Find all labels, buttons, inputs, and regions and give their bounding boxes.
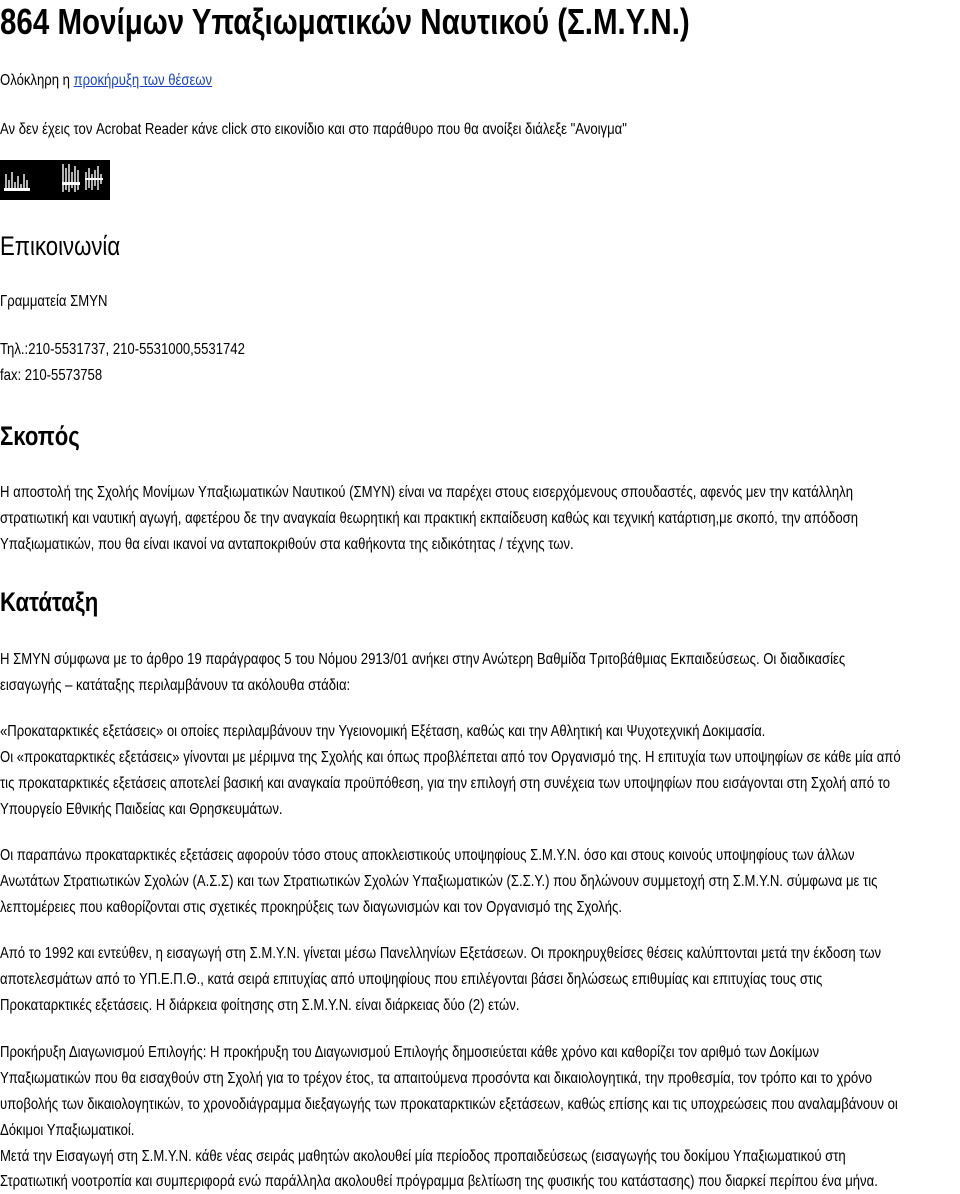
fax-number: fax: 210-5573758 (0, 367, 103, 384)
classification-text-line: Προκαταρκτικές εξετάσεις. Η διάρκεια φοίτησης στη Σ.Μ.Υ.Ν. είναι διάρκειας δύο (2) ετών. (0, 997, 520, 1014)
purpose-text-line: Η αποστολή της Σχολής Μονίμων Υπαξιωματικών Ναυτικού (ΣΜΥΝ) είναι να παρέχει στους εισερχόμενους σπουδαστές, αφενός μεν την κατάλληλη (0, 484, 854, 501)
classification-text-line: Υπαξιωματικών που θα εισαχθούν στη Σχολή για το τρέχον έτος, τα απαιτούμενα προσόντα και δικαιολογητικά, την προθεσμία, τον τρόπο και το χρόνο (0, 1070, 873, 1087)
classification-text-line: Η ΣΜΥΝ σύμφωνα με το άρθρο 19 παράγραφος 5 του Νόμου 2913/01 ανήκει στην Ανώτερη Βαθμίδα Τριτοβάθμιας Εκπαιδεύσεως. Οι διαδικασίες (0, 651, 846, 668)
purpose-text-line: Υπαξιωματικών, που θα είναι ικανοί να ανταποκριθούν στα καθήκοντα της ειδικότητας / τέχνης των. (0, 536, 574, 553)
classification-text-line: Οι «προκαταρκτικές εξετάσεις» γίνονται με μέριμνα της Σχολής και όπως προβλέπεται από τον Οργανισμό της. Η επιτυχία των υποψηφίων σε κάθε μία από (0, 749, 901, 766)
classification-text-line: Από το 1992 και εντεύθεν, η εισαγωγή στη Σ.Μ.Υ.Ν. γίνεται μέσω Πανελληνίων Εξετάσεων. Οι προκηρυχθείσες θέσεις καλύπτονται μετά την έκδοση των (0, 945, 882, 962)
classification-text-line: Υπουργείο Εθνικής Παιδείας και Θρησκευμάτων. (0, 801, 283, 818)
purpose-heading: Σκοπός (0, 421, 80, 451)
classification-text-line: τις προκαταρκτικές εξετάσεις αποτελεί βασική και αναγκαία προϋπόθεση, για την επιλογή στη συνέχεια των υποψηφίων που εισάγονται στη Σχολή από το (0, 775, 890, 792)
intro-announcement-line (0, 71, 212, 91)
phone-numbers: Τηλ.:210-5531737, 210-5531000,5531742 (0, 341, 245, 358)
classification-text-line: Ανωτάτων Στρατιωτικών Σχολών (Α.Σ.Σ) και των Στρατιωτικών Σχολών Υπαξιωματικών (Σ.Σ.Υ.) που δηλώνουν συμμετοχή στη Σ.Μ.Υ.Ν. σύμφωνα με τις (0, 873, 878, 890)
intro-prefix: Ολόκληρη η (0, 72, 74, 89)
announcement-link[interactable]: προκήρυξη των θέσεων (73, 72, 213, 89)
acrobat-note: Αν δεν έχεις τον Acrobat Reader κάνε click στο εικονίδιο και στο παράθυρο που θα ανοίξει διάλεξε "Ανοιγμα" (0, 121, 627, 138)
classification-text-line: Προκήρυξη Διαγωνισμού Επιλογής: Η προκήρυξη του Διαγωνισμού Επιλογής δημοσιεύεται κάθε χρόνο και καθορίζει τον αριθμό των Δοκίμων (0, 1044, 820, 1061)
purpose-text-line: στρατιωτική και ναυτική αγωγή, αφετέρου δε την αναγκαία θεωρητική και πρακτική εκπαίδευση καθώς και τεχνική κατάρτιση,με σκοπό, την απόδοση (0, 510, 859, 527)
classification-text-line: Οι παραπάνω προκαταρκτικές εξετάσεις αφορούν τόσο στους αποκλειστικούς υποψηφίους Σ.Μ.Υ.Ν. όσο και στους κοινούς υποψηφίους των άλλων (0, 847, 855, 864)
classification-text-line: Μετά την Εισαγωγή στη Σ.Μ.Υ.Ν. κάθε νέας σειράς μαθητών ακολουθεί μία περίοδος προπαιδεύσεως (εισαγωγής του δοκίμου Υπαξιωματικού στη (0, 1148, 846, 1165)
contact-heading: Επικοινωνία (0, 231, 121, 261)
classification-heading: Κατάταξη (0, 587, 99, 617)
classification-text-line: υποβολής των δικαιολογητικών, το χρονοδιάγραμμα διεξαγωγής των προκαταρκτικών εξετάσεων, καθώς επίσης και τις υποχρεώσεις που αναλαμβάνουν οι (0, 1096, 898, 1113)
classification-text-line: εισαγωγής – κατάταξης περιλαμβάνουν τα ακόλουθα στάδια: (0, 677, 351, 694)
adobe-acrobat-reader-icon[interactable] (0, 160, 110, 200)
classification-text-line: «Προκαταρκτικές εξετάσεις» οι οποίες περιλαμβάνουν την Υγειονομική Εξέταση, καθώς και την Αθλητική και Ψυχοτεχνική Δοκιμασία. (0, 723, 766, 740)
page-title: 864 Μονίμων Υπαξιωματικών Ναυτικού (Σ.Μ.Υ.Ν.) (0, 1, 690, 42)
classification-text-line: Στρατιωτική νοοτροπία και συμπεριφορά ενώ παράλληλα ακολουθεί πρόγραμμα βελτίωση της φυσικής του κατάστασης) που διαρκεί περίπου ένα μήνα. (0, 1173, 878, 1190)
secretariat-label: Γραμματεία ΣΜΥΝ (0, 293, 108, 310)
classification-text-line: λεπτομέρειες που καθορίζονται στις σχετικές προκηρύξεις των διαγωνισμών και τον Οργανισμό της Σχολής. (0, 899, 622, 916)
classification-text-line: αποτελεσμάτων από το ΥΠ.Ε.Π.Θ., κατά σειρά επιτυχίας από υποψηφίους που επιλέγονται βάσει δηλώσεως επιθυμίας και επιτυχίας τους στις (0, 971, 823, 988)
classification-text-line: Δόκιμοι Υπαξιωματικοί. (0, 1122, 135, 1139)
